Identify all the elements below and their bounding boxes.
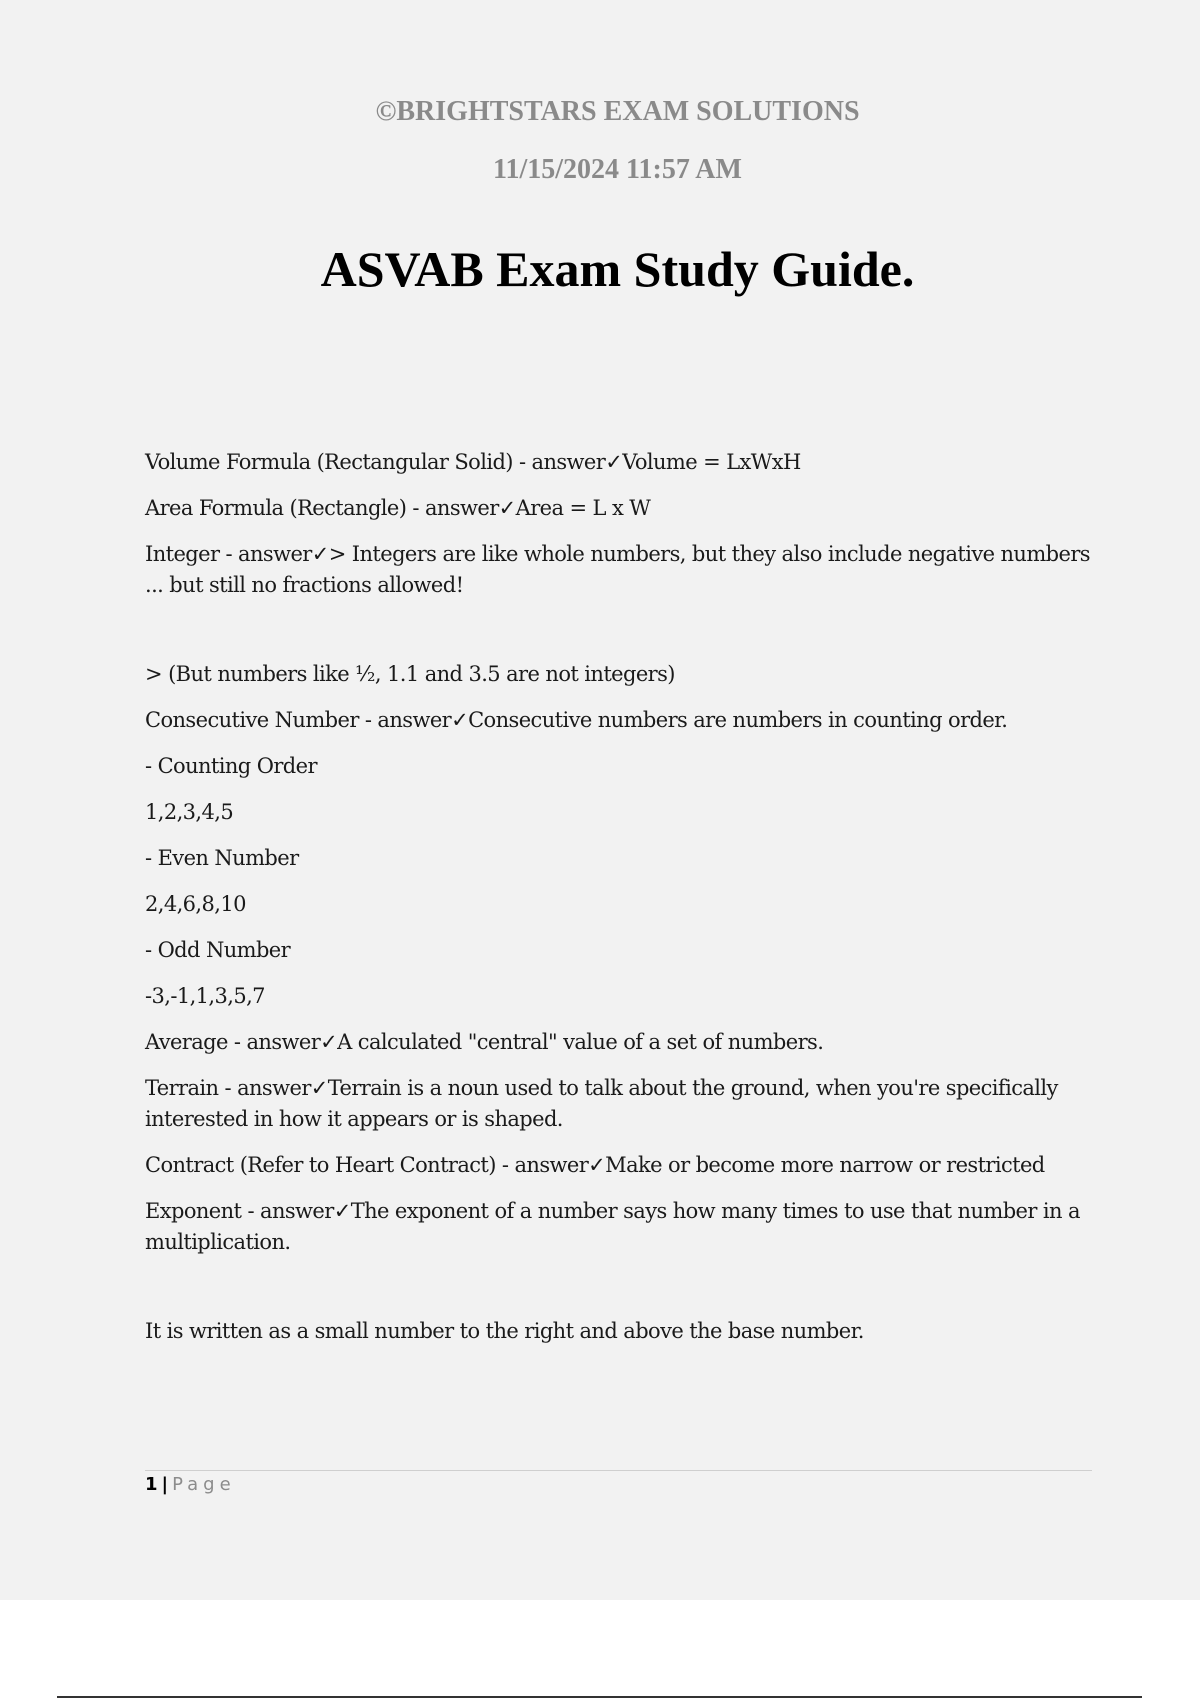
entry-exponent <box>145 1196 1095 1258</box>
entry-term: Terrain - answer <box>145 1076 311 1100</box>
entry-integer <box>145 539 1095 601</box>
entry-definition: The exponent of a number says how many times to use that number in a multiplication. <box>145 1199 1080 1254</box>
next-page-divider <box>57 1696 1142 1698</box>
check-icon: ✓ <box>320 1030 338 1054</box>
odd-number-values: -3,-1,1,3,5,7 <box>145 984 265 1008</box>
check-icon: ✓ <box>605 450 623 474</box>
entry-contract <box>145 1150 1095 1181</box>
entry-definition: Area = L x W <box>515 496 651 520</box>
integer-note: > (But numbers like ½, 1.1 and 3.5 are not integers) <box>145 662 675 686</box>
entry-definition: Make or become more narrow or restricted <box>605 1153 1045 1177</box>
entry-term: Integer - answer <box>145 542 312 566</box>
entry-consecutive <box>145 705 1095 736</box>
entry-definition: > Integers are like whole numbers, but they also include negative numbers ... but still no fractions allowed! <box>145 542 1090 597</box>
odd-number-label: - Odd Number <box>145 938 291 962</box>
entry-definition: Volume = LxWxH <box>622 450 801 474</box>
document-body <box>145 447 1095 1367</box>
check-icon: ✓ <box>333 1199 351 1223</box>
entry-term: Average - answer <box>145 1030 321 1054</box>
check-icon: ✓ <box>588 1153 606 1177</box>
even-number-label: - Even Number <box>145 846 299 870</box>
entry-volume <box>145 447 1095 478</box>
counting-order-values: 1,2,3,4,5 <box>145 800 234 824</box>
footer-divider <box>145 1470 1092 1471</box>
even-number-values: 2,4,6,8,10 <box>145 892 246 916</box>
check-icon: ✓ <box>310 1076 328 1100</box>
timestamp-header: 11/15/2024 11:57 AM <box>493 154 742 185</box>
entry-term: Volume Formula (Rectangular Solid) - answer <box>145 450 606 474</box>
entry-term: Exponent - answer <box>145 1199 334 1223</box>
entry-term: Consecutive Number - answer <box>145 708 452 732</box>
page-footer <box>145 1474 236 1495</box>
brand-header: ©BRIGHTSTARS EXAM SOLUTIONS <box>375 96 860 127</box>
entry-term: Area Formula (Rectangle) - answer <box>145 496 499 520</box>
entry-average <box>145 1027 1095 1058</box>
counting-order-label: - Counting Order <box>145 754 317 778</box>
page-label: Page <box>172 1474 236 1495</box>
exponent-note: It is written as a small number to the right and above the base number. <box>145 1319 864 1343</box>
entry-definition: Consecutive numbers are numbers in counting order. <box>468 708 1008 732</box>
page-title: ASVAB Exam Study Guide. <box>320 241 915 297</box>
entry-terrain <box>145 1073 1095 1135</box>
entry-definition: Terrain is a noun used to talk about the ground, when you're specifically interested in how it appears or is shaped. <box>145 1076 1058 1131</box>
page-number: 1 <box>145 1474 158 1495</box>
entry-definition: A calculated "central" value of a set of numbers. <box>337 1030 824 1054</box>
footer-separator: | <box>161 1474 169 1495</box>
check-icon: ✓ <box>451 708 469 732</box>
entry-term: Contract (Refer to Heart Contract) - answer <box>145 1153 589 1177</box>
check-icon: ✓ <box>498 496 516 520</box>
check-icon: ✓ <box>311 542 329 566</box>
entry-area <box>145 493 1095 524</box>
